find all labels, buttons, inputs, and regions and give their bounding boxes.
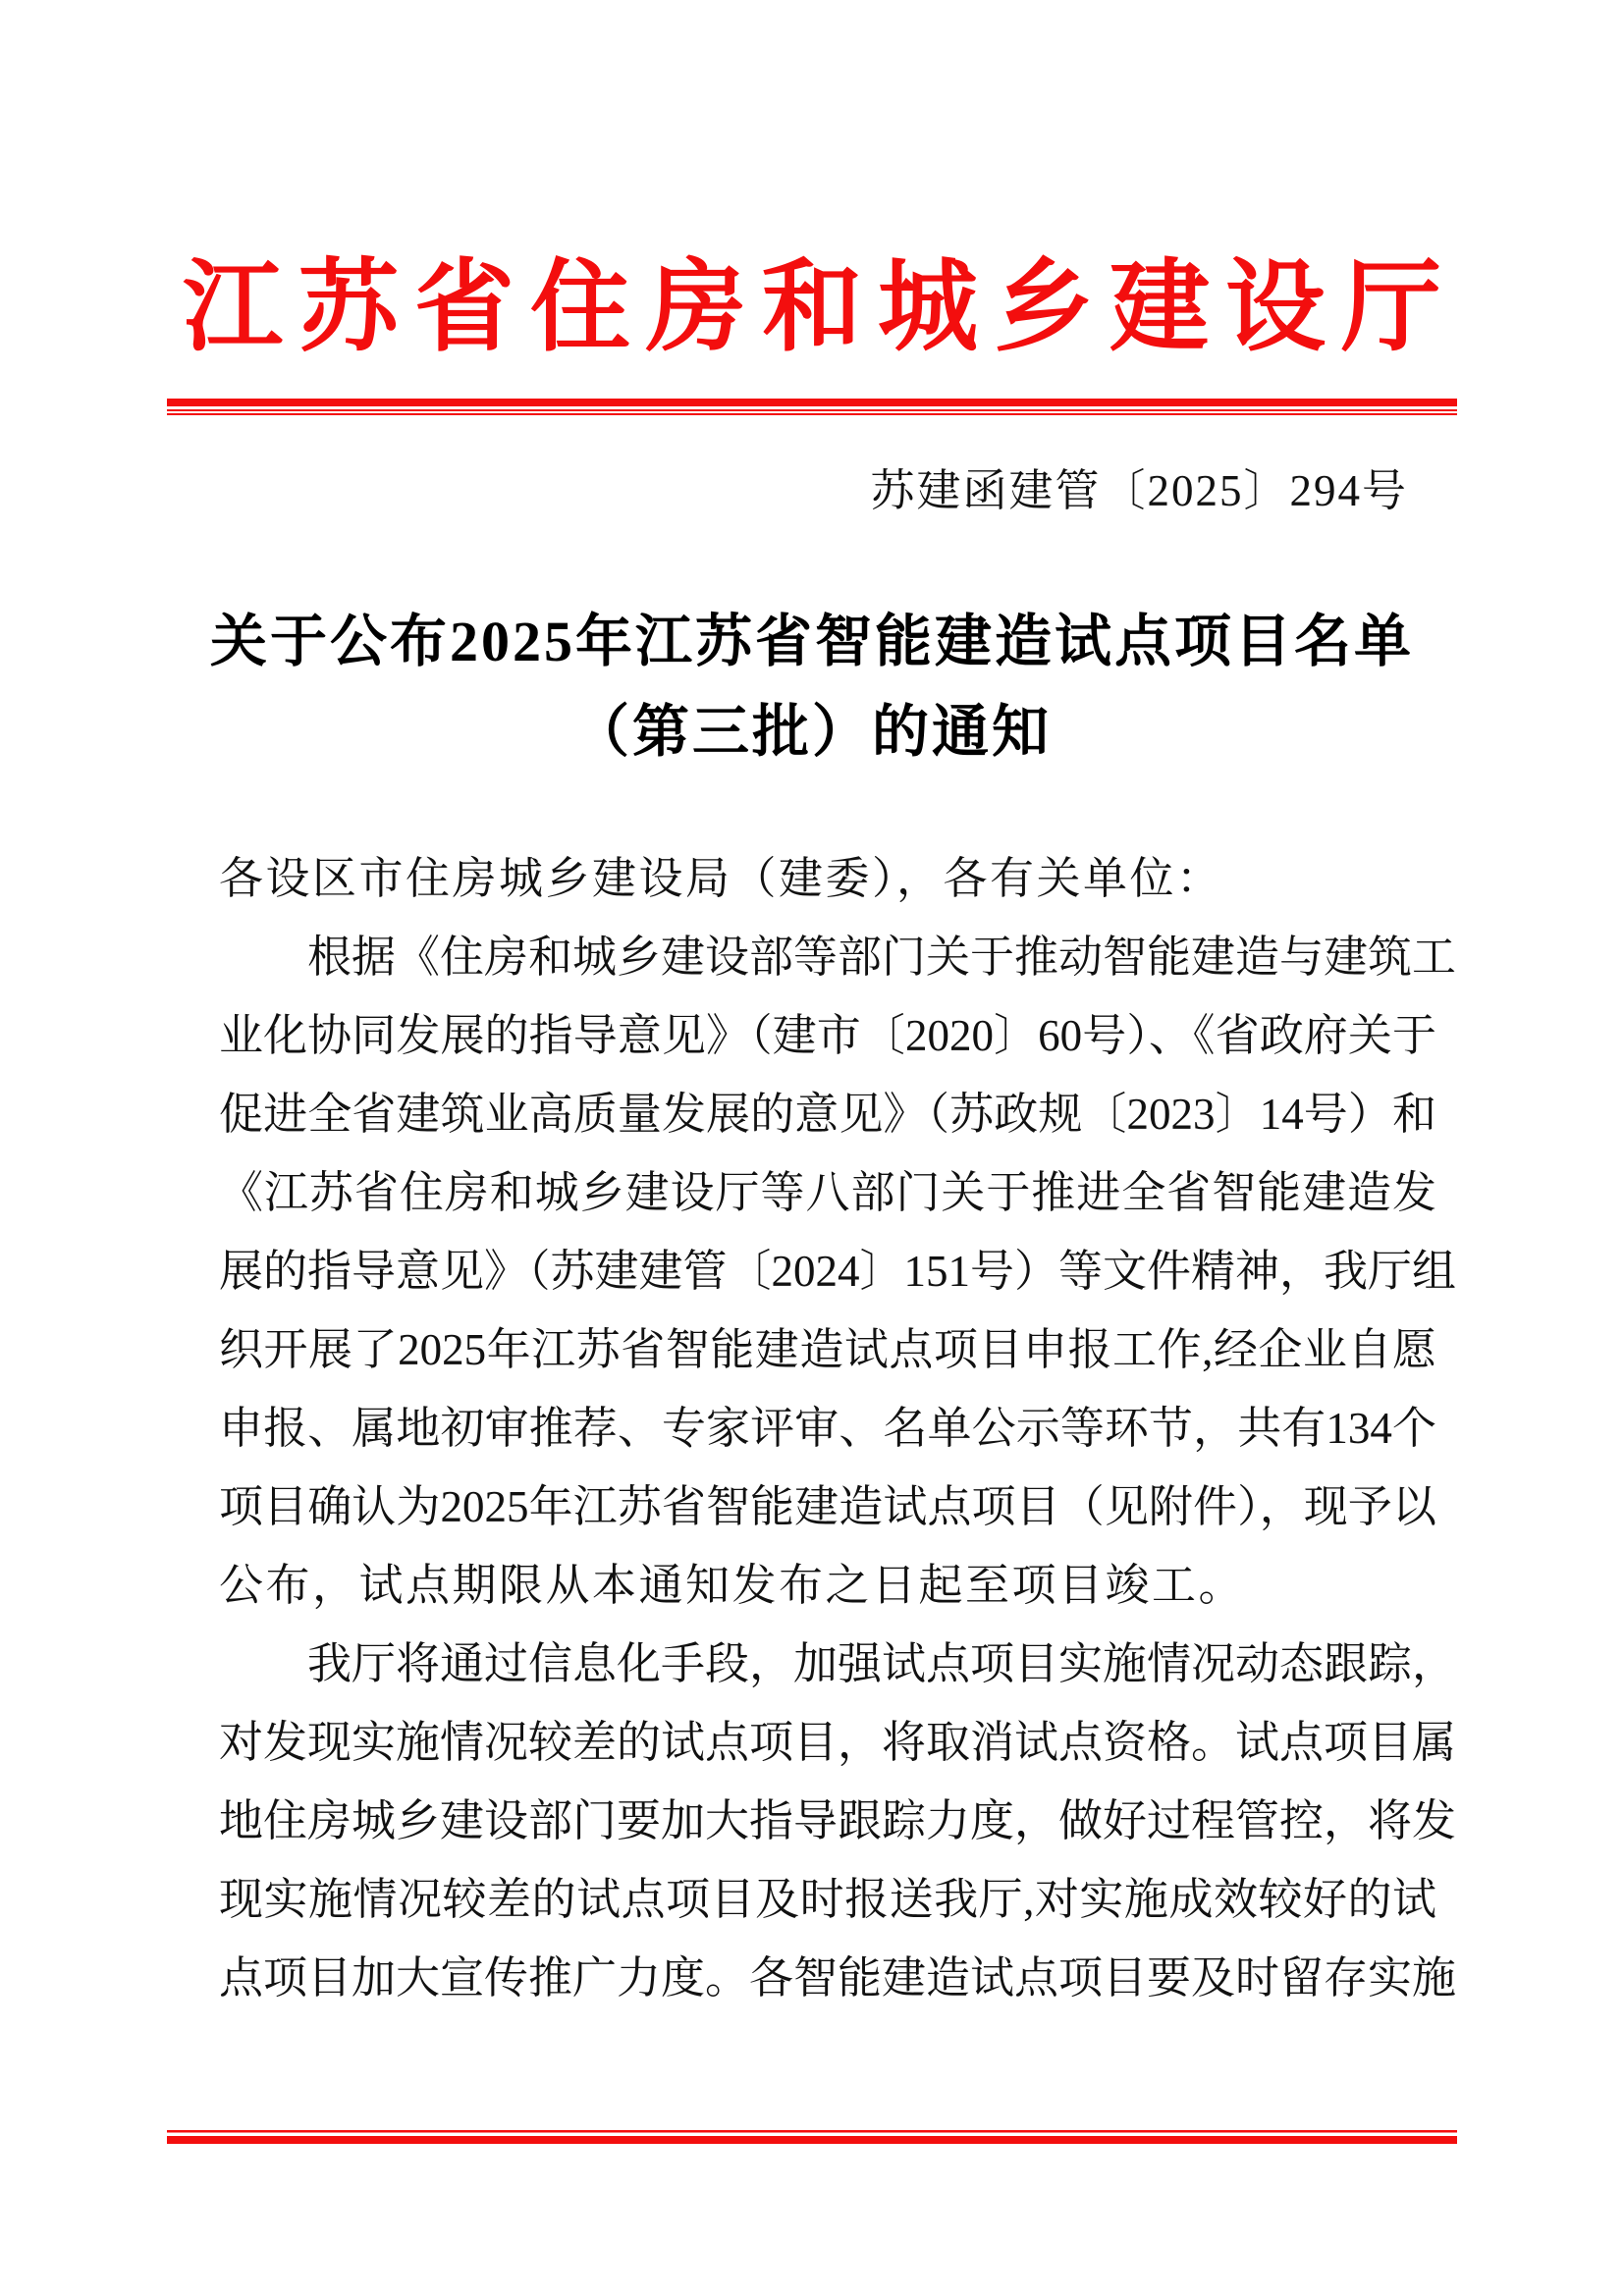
body-line: 根据《住房和城乡建设部等部门关于推动智能建造与建筑工 <box>307 933 1457 982</box>
body-line: 对发现实施情况较差的试点项目，将取消试点资格。试点项目属 <box>219 1718 1457 1767</box>
agency-letterhead: 江苏省住房和城乡建设厅 <box>183 253 1457 364</box>
notice-title-line2: （第三批）的通知 <box>571 700 1052 764</box>
body-line: 项目确认为2025年江苏省智能建造试点项目（见附件），现予以 <box>219 1482 1436 1531</box>
body-line: 业化协同发展的指导意见》（建市〔2020〕60号）、《省政府关于 <box>219 1011 1436 1060</box>
notice-title <box>98 597 1526 777</box>
body-line: 申报、属地初审推荐、专家评审、名单公示等环节，共有134个 <box>219 1404 1436 1453</box>
body-line: 地住房城乡建设部门要加大指导跟踪力度，做好过程管控，将发 <box>219 1796 1457 1845</box>
notice-title-line1: 关于公布2025年江苏省智能建造试点项目名单 <box>209 610 1414 673</box>
body-line: 织开展了2025年江苏省智能建造试点项目申报工作,经企业自愿 <box>219 1325 1436 1374</box>
footer-divider <box>167 2130 1457 2144</box>
body-line: 《江苏省住房和城乡建设厅等八部门关于推进全省智能建造发 <box>219 1168 1436 1217</box>
body-line: 展的指导意见》（苏建建管〔2024〕151号）等文件精神，我厅组 <box>219 1247 1457 1296</box>
header-divider <box>167 399 1457 415</box>
body-line: 现实施情况较差的试点项目及时报送我厅,对实施成效较好的试 <box>219 1875 1436 1924</box>
document-number: 苏建函建管〔2025〕294号 <box>870 466 1408 515</box>
body-line: 公布，试点期限从本通知发布之日起至项目竣工。 <box>219 1561 1246 1610</box>
body-line: 点项目加大宣传推广力度。各智能建造试点项目要及时留存实施 <box>219 1953 1457 2002</box>
salutation-line: 各设区市住房城乡建设局（建委），各有关单位： <box>219 854 1223 903</box>
body-line: 促进全省建筑业高质量发展的意见》（苏政规〔2023〕14号）和 <box>219 1090 1436 1139</box>
body-line: 我厅将通过信息化手段，加强试点项目实施情况动态跟踪， <box>307 1639 1457 1688</box>
notice-body <box>219 839 1457 2017</box>
